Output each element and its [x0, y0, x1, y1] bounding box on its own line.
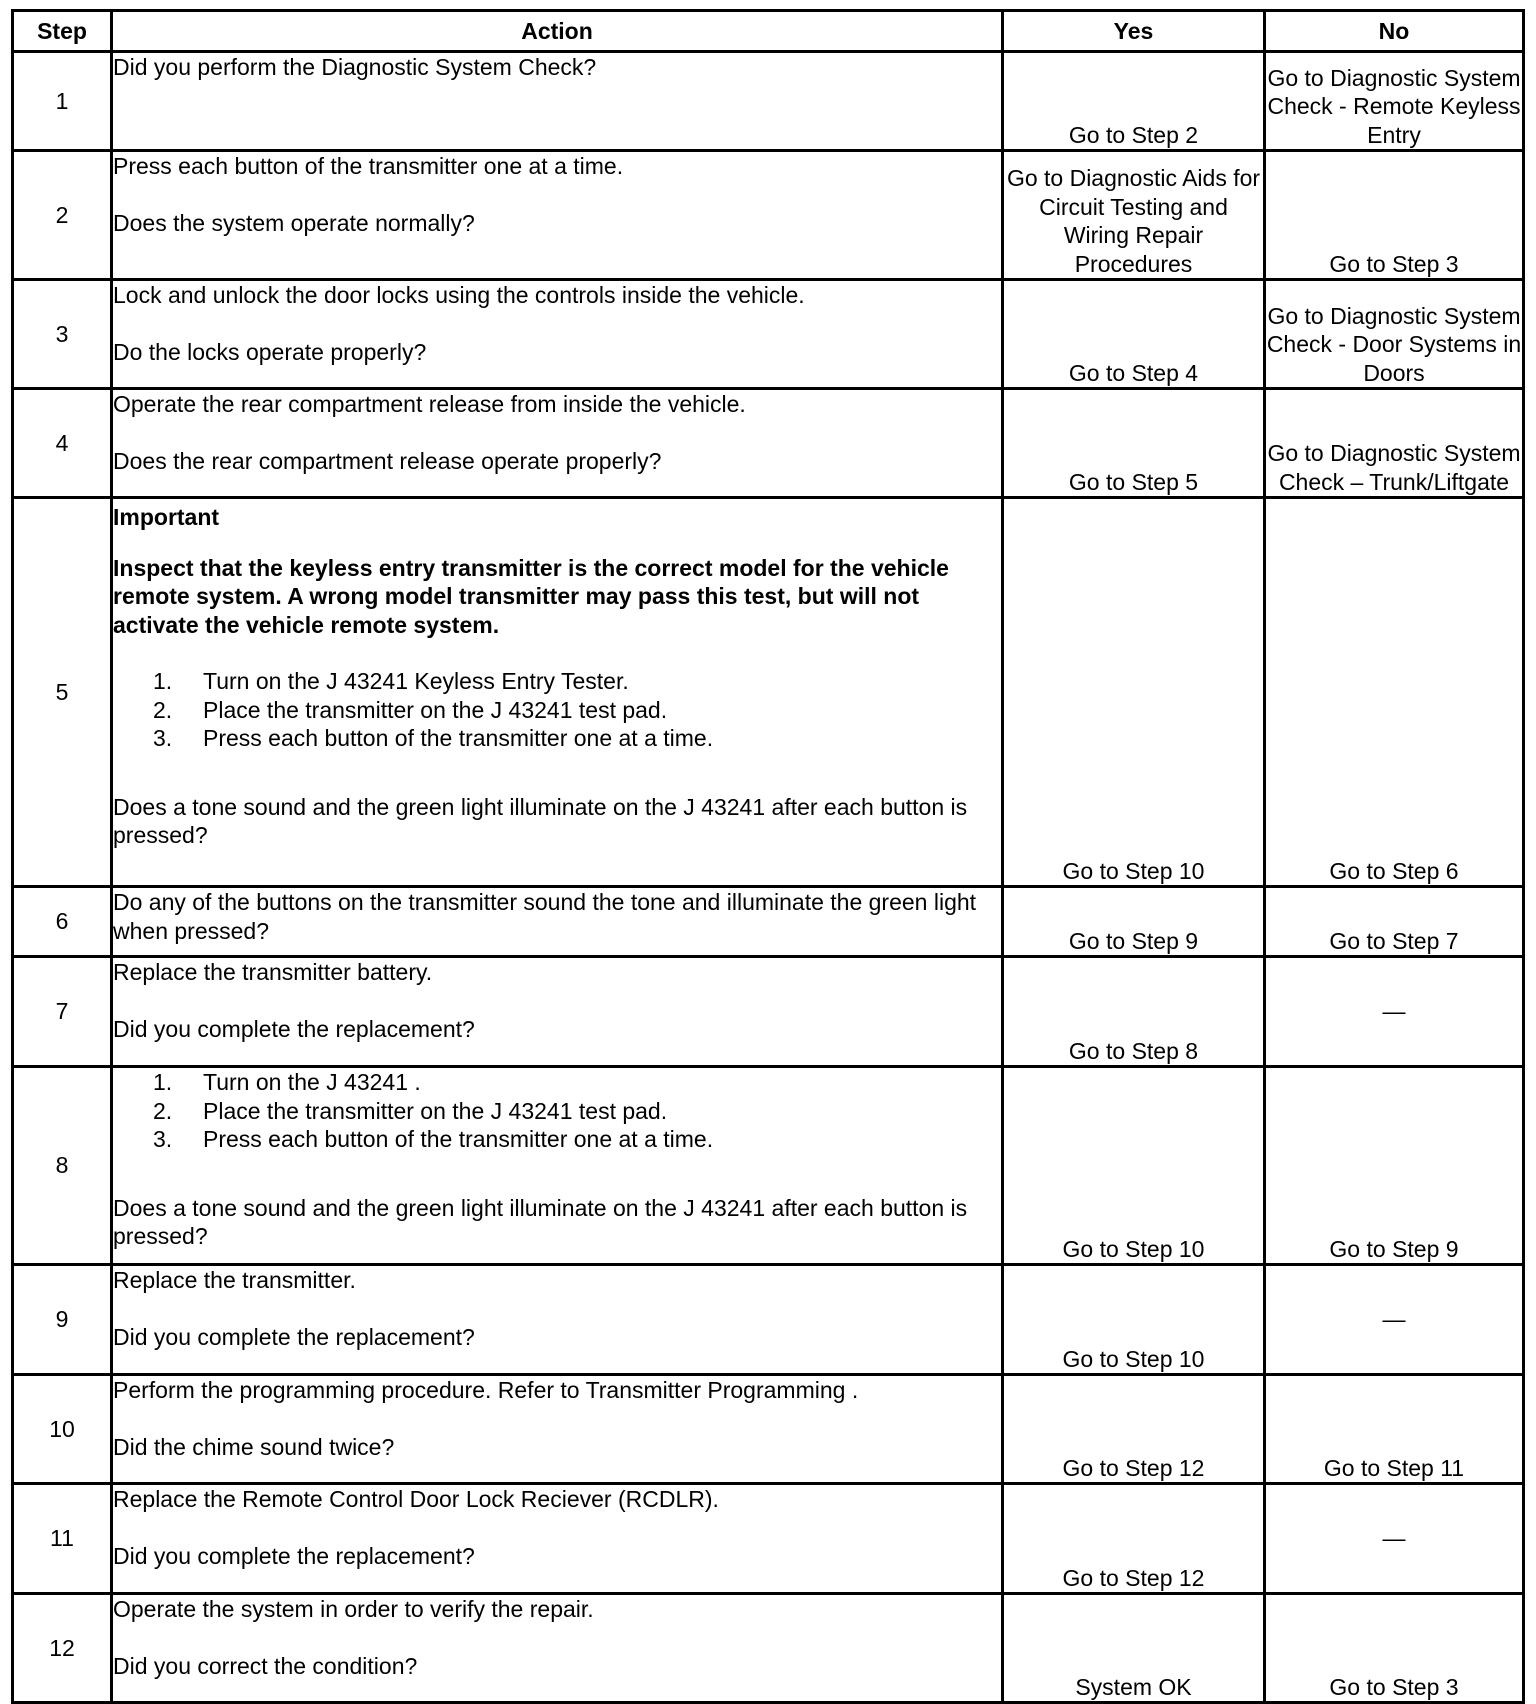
yes-cell: Go to Diagnostic Aids for Circuit Testing and Wiring Repair Procedures: [1003, 151, 1265, 280]
no-cell: Go to Step 3: [1265, 1594, 1524, 1703]
action-question: Did you complete the replacement?: [113, 1542, 475, 1569]
no-cell: Go to Step 6: [1265, 498, 1524, 887]
action-question: Does the system operate normally?: [113, 209, 475, 236]
no-cell: Go to Step 9: [1265, 1067, 1524, 1265]
yes-cell: Go to Step 9: [1003, 887, 1265, 957]
yes-cell: Go to Step 2: [1003, 52, 1265, 151]
yes-cell: Go to Step 10: [1003, 1067, 1265, 1265]
action-question: Did you complete the replacement?: [113, 1323, 475, 1350]
no-cell: Go to Diagnostic System Check - Door Systems in Doors: [1265, 280, 1524, 389]
step-number: 4: [13, 389, 112, 498]
no-cell: Go to Diagnostic System Check - Remote Keyless Entry: [1265, 52, 1524, 151]
table-row: [13, 280, 1524, 389]
action-cell: [112, 1067, 1003, 1265]
list-item: 3. Press each button of the transmitter one at a time.: [153, 725, 714, 751]
header-yes: Yes: [1003, 11, 1265, 52]
yes-cell: Go to Step 12: [1003, 1375, 1265, 1484]
action-text: Did you perform the Diagnostic System Check?: [113, 54, 597, 80]
action-cell: [112, 151, 1003, 280]
step-number: 9: [13, 1265, 112, 1375]
step-number: 5: [13, 498, 112, 887]
yes-cell: Go to Step 12: [1003, 1484, 1265, 1594]
substep-list: [113, 667, 1001, 753]
list-item: 1. Turn on the J 43241 Keyless Entry Tester.: [153, 668, 629, 694]
action-question: Does a tone sound and the green light illuminate on the J 43241 after each button is pressed?: [113, 793, 968, 848]
action-cell: [112, 389, 1003, 498]
yes-cell: Go to Step 10: [1003, 1265, 1265, 1375]
table-row: [13, 151, 1524, 280]
step-number: 1: [13, 52, 112, 151]
table-row: [13, 887, 1524, 957]
table-row: [13, 1265, 1524, 1375]
action-question: Did you complete the replacement?: [113, 1015, 475, 1042]
action-question: Does a tone sound and the green light illuminate on the J 43241 after each button is pressed?: [113, 1194, 968, 1249]
no-cell: —: [1265, 1484, 1524, 1594]
action-text: Replace the transmitter.: [113, 1267, 356, 1293]
step-number: 6: [13, 887, 112, 957]
important-note: Inspect that the keyless entry transmitter is the correct model for the vehicle remote system. A wrong model transmitter may pass this test, but will not activate the vehicle remote system.: [113, 554, 949, 638]
action-cell: [112, 887, 1003, 957]
list-item: 3. Press each button of the transmitter one at a time.: [153, 1126, 714, 1152]
step-number: 8: [13, 1067, 112, 1265]
table-row: [13, 1594, 1524, 1703]
action-text: Perform the programming procedure. Refer to Transmitter Programming .: [113, 1377, 859, 1403]
important-title: Important: [113, 504, 220, 530]
action-cell: [112, 1484, 1003, 1594]
table-row: [13, 1375, 1524, 1484]
step-number: 7: [13, 957, 112, 1067]
action-cell: [112, 498, 1003, 887]
action-cell: [112, 1594, 1003, 1703]
table-row: [13, 1067, 1524, 1265]
no-cell: Go to Step 7: [1265, 887, 1524, 957]
table-row: [13, 957, 1524, 1067]
list-item: 2. Place the transmitter on the J 43241 test pad.: [153, 696, 668, 723]
action-question: Do the locks operate properly?: [113, 338, 427, 365]
diagnostic-table: [11, 9, 1525, 1704]
step-number: 11: [13, 1484, 112, 1594]
action-question: Did the chime sound twice?: [113, 1433, 395, 1460]
substep-list: [113, 1068, 1001, 1154]
header-no: No: [1265, 11, 1524, 52]
action-cell: [112, 280, 1003, 389]
yes-cell: Go to Step 10: [1003, 498, 1265, 887]
step-number: 10: [13, 1375, 112, 1484]
table-row: [13, 52, 1524, 151]
action-text: Operate the rear compartment release from inside the vehicle.: [113, 391, 746, 417]
step-number: 2: [13, 151, 112, 280]
action-question: Did you correct the condition?: [113, 1652, 418, 1679]
action-cell: [112, 1265, 1003, 1375]
action-text: Lock and unlock the door locks using the controls inside the vehicle.: [113, 282, 805, 308]
action-text: Replace the Remote Control Door Lock Reciever (RCDLR).: [113, 1486, 719, 1512]
yes-cell: System OK: [1003, 1594, 1265, 1703]
no-cell: Go to Step 3: [1265, 151, 1524, 280]
action-question: Does the rear compartment release operate properly?: [113, 447, 662, 474]
no-cell: Go to Step 11: [1265, 1375, 1524, 1484]
action-text: Replace the transmitter battery.: [113, 959, 433, 985]
action-text: Do any of the buttons on the transmitter sound the tone and illuminate the green light when pressed?: [113, 889, 977, 944]
action-text: Press each button of the transmitter one at a time.: [113, 153, 624, 179]
no-cell: —: [1265, 957, 1524, 1067]
action-cell: [112, 957, 1003, 1067]
header-row: [13, 11, 1524, 52]
action-cell: [112, 52, 1003, 151]
yes-cell: Go to Step 5: [1003, 389, 1265, 498]
header-action: Action: [112, 11, 1003, 52]
header-step: Step: [13, 11, 112, 52]
yes-cell: Go to Step 8: [1003, 957, 1265, 1067]
action-text: Operate the system in order to verify the repair.: [113, 1596, 594, 1622]
action-cell: [112, 1375, 1003, 1484]
no-cell: Go to Diagnostic System Check – Trunk/Liftgate: [1265, 389, 1524, 498]
yes-cell: Go to Step 4: [1003, 280, 1265, 389]
step-number: 3: [13, 280, 112, 389]
table-row: [13, 498, 1524, 887]
list-item: 2. Place the transmitter on the J 43241 test pad.: [153, 1097, 668, 1124]
table-row: [13, 1484, 1524, 1594]
table-row: [13, 389, 1524, 498]
list-item: 1. Turn on the J 43241 .: [153, 1069, 421, 1095]
step-number: 12: [13, 1594, 112, 1703]
no-cell: —: [1265, 1265, 1524, 1375]
